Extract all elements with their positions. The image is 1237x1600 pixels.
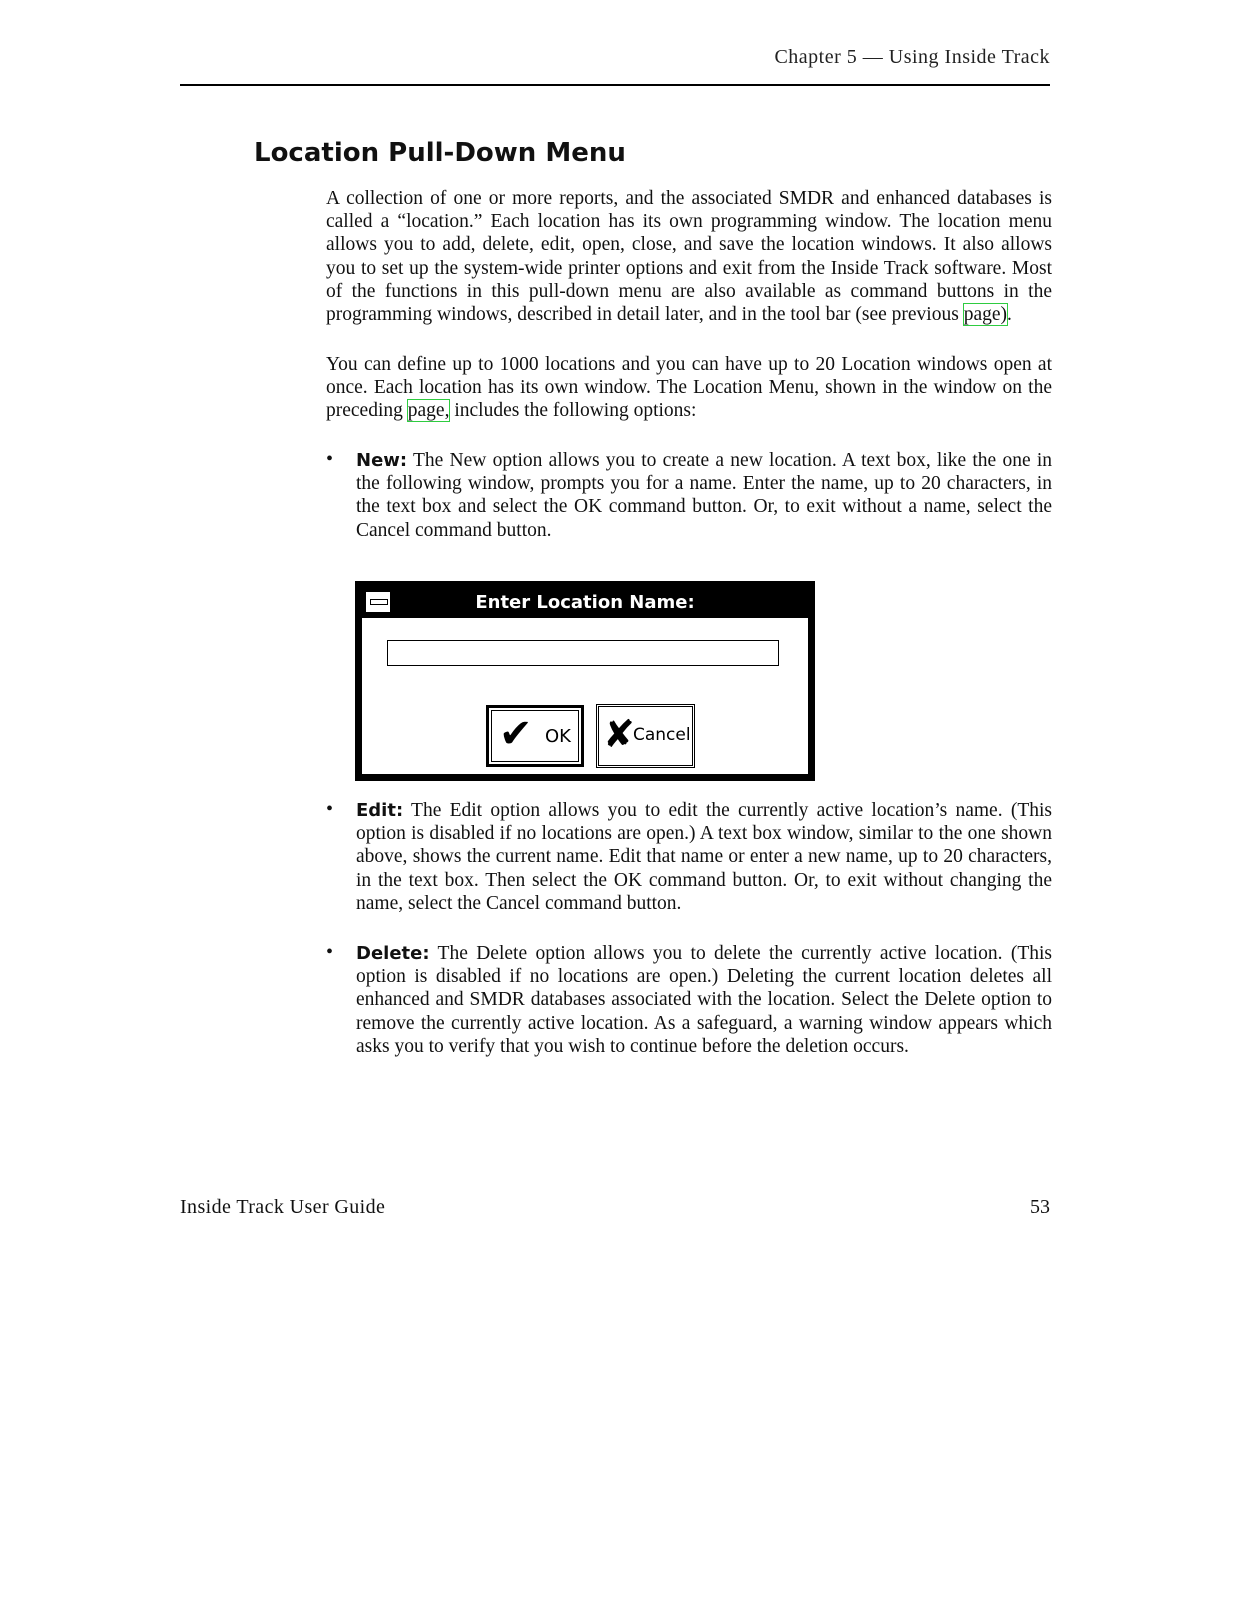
intro-paragraph-end: . <box>1007 304 1012 326</box>
bullet-item-delete <box>326 942 1052 1058</box>
locations-paragraph <box>326 353 1052 423</box>
page-number: 53 <box>1030 1196 1050 1218</box>
intro-paragraph-text: A collection of one or more reports, and the associated SMDR and enhanced databases is called a “location.” Each location has its own programming window. The location menu allows you to add, delete, edit, open, close, and save the location windows. It also allows you to set up the system-wide printer options and exit from the Inside Track software. Most of the functions in this pull-down menu are also available as command buttons in the programming windows, described in detail later, and in the tool bar (see previous <box>326 188 1052 326</box>
ok-button-label: OK <box>545 726 571 747</box>
footer-guide-title: Inside Track User Guide <box>180 1196 386 1218</box>
header-rule <box>180 84 1050 86</box>
bullet-symbol: • <box>326 448 334 470</box>
bullet-text: The New option allows you to create a new location. A text box, like the one in the following window, prompts you for a name. Enter the name, up to 20 characters, in the text box and select the OK command button. Or, to exit without a name, select the Cancel command button. <box>356 450 1052 541</box>
cancel-button[interactable] <box>598 706 693 766</box>
bullet-term: Delete: <box>356 943 430 964</box>
bullet-term: New: <box>356 450 408 471</box>
bullet-text: The Delete option allows you to delete the currently active location. (This option is disabled if no locations are open.) Deleting the current location deletes all enhanced and SMDR databases associated with the location. Select the Delete option to remove the currently active location. As a safeguard, a warning window appears which asks you to verify that you wish to continue before the deletion occurs. <box>356 943 1052 1057</box>
x-mark-icon: ✘ <box>603 712 635 756</box>
bullet-symbol: • <box>326 798 334 820</box>
cancel-button-label: Cancel <box>633 725 691 745</box>
bullet-item-edit <box>326 799 1052 915</box>
system-menu-icon[interactable] <box>366 592 393 612</box>
location-name-input[interactable] <box>387 640 779 666</box>
bullet-text: The Edit option allows you to edit the currently active location’s name. (This option is disabled if no locations are open.) A text box window, similar to the one shown above, shows the current name. Edit that name or enter a new name, up to 20 characters, in the text box. Then select the OK command button. Or, to exit without changing the name, select the Cancel command button. <box>356 800 1052 914</box>
preceding-page-link[interactable]: page, <box>407 400 450 422</box>
dialog-title: Enter Location Name: <box>475 592 695 613</box>
bullet-symbol: • <box>326 941 334 963</box>
bullet-term: Edit: <box>356 800 404 821</box>
running-header: Chapter 5 — Using Inside Track <box>774 46 1050 68</box>
locations-paragraph-text: You can define up to 1000 locations and you can have up to 20 Location windows open at once. Each location has its own window. The Location Menu, shown in the window on the preceding <box>326 354 1052 422</box>
intro-paragraph <box>326 187 1052 326</box>
ok-button[interactable] <box>486 705 584 767</box>
enter-location-name-dialog <box>355 581 815 781</box>
bullet-item-new <box>326 449 1052 542</box>
locations-paragraph-end: includes the following options: <box>449 400 697 422</box>
dialog-title-bar <box>362 588 808 618</box>
previous-page-link[interactable]: page) <box>963 304 1007 326</box>
section-title: Location Pull-Down Menu <box>254 138 626 168</box>
check-mark-icon: ✔ <box>499 711 533 757</box>
